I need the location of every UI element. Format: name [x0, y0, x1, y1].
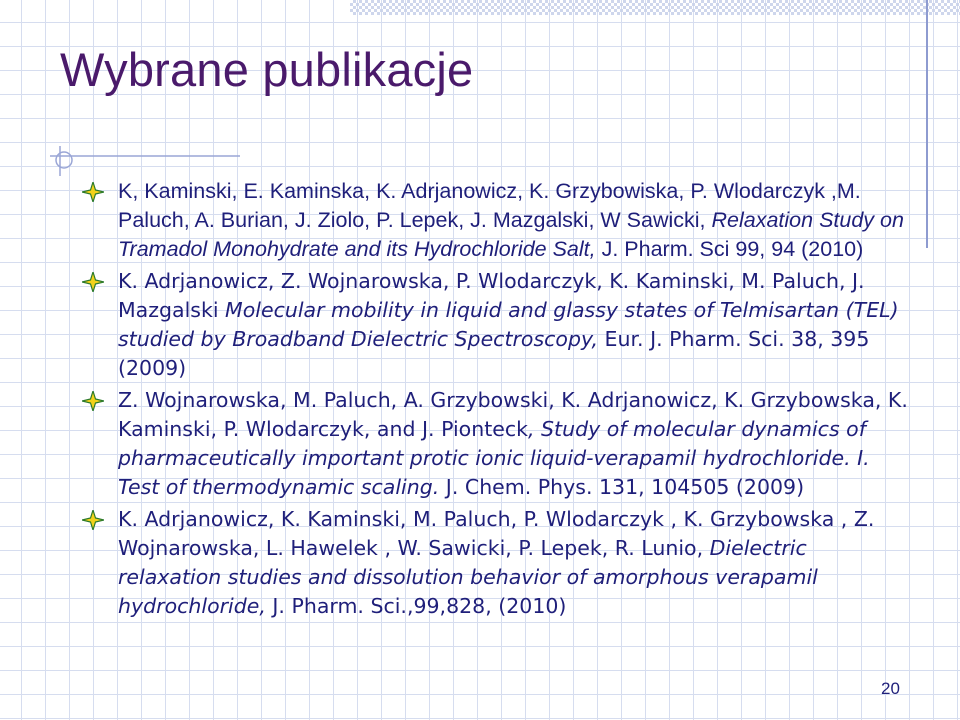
right-decorative-rule — [926, 0, 928, 248]
list-item — [82, 177, 912, 264]
list-item — [82, 386, 912, 502]
slide-title: Wybrane publikacje — [60, 43, 474, 96]
top-decorative-pattern — [350, 0, 960, 15]
publication-citation: J. Pharm. Sci.,99,828, (2010) — [265, 594, 567, 618]
publication-text — [118, 505, 912, 621]
publication-citation: J. Pharm. Sci 99, 94 (2010) — [595, 237, 864, 261]
publication-title: , Study of molecular dynamics of pharmaceutically important protic ionic liquid-verapamil hydrochloride. I. Test of thermodynamic scaling. — [118, 417, 870, 499]
publication-title: Dielectric relaxation studies and dissolution behavior of amorphous verapamil hydrochloride, — [118, 536, 818, 618]
page-number: 20 — [881, 679, 900, 698]
publication-text — [118, 386, 912, 502]
publication-title: Molecular mobility in liquid and glassy states of Telmisartan (TEL) studied by Broadband Dielectric Spectroscopy, — [118, 298, 899, 351]
four-point-star-icon — [82, 391, 104, 411]
four-point-star-icon — [82, 272, 104, 292]
list-item — [82, 267, 912, 383]
four-point-star-icon — [82, 182, 104, 202]
circle-crosshair-icon — [50, 146, 240, 176]
publication-authors: K. Adrjanowicz, K. Kaminski, M. Paluch, P. Wlodarczyk , K. Grzybowska , Z. Wojnarowska, L. Hawelek , W. Sawicki, P. Lepek, R. Lunio, — [118, 507, 875, 560]
list-item — [82, 505, 912, 621]
publication-citation: J. Chem. Phys. 131, 104505 (2009) — [439, 475, 805, 499]
publication-citation: Eur. J. Pharm. Sci. 38, 395 (2009) — [118, 327, 870, 380]
publication-list — [82, 177, 912, 624]
publication-title: Relaxation Study on Tramadol Monohydrate and its Hydrochloride Salt, — [118, 208, 904, 261]
publication-text — [118, 177, 912, 264]
four-point-star-icon — [82, 510, 104, 530]
publication-authors: K. Adrjanowicz, Z. Wojnarowska, P. Wlodarczyk, K. Kaminski, M. Paluch, J. Mazgalski — [118, 269, 865, 322]
publication-authors: Z. Wojnarowska, M. Paluch, A. Grzybowski, K. Adrjanowicz, K. Grzybowska, K. Kaminski, P. Wlodarczyk, and J. Pionteck — [118, 388, 908, 441]
publication-authors: K, Kaminski, E. Kaminska, K. Adrjanowicz, K. Grzybowiska, P. Wlodarczyk ,M. Paluch, A. Burian, J. Ziolo, P. Lepek, J. Mazgalski, W Sawicki, — [118, 179, 861, 232]
publication-text — [118, 267, 912, 383]
